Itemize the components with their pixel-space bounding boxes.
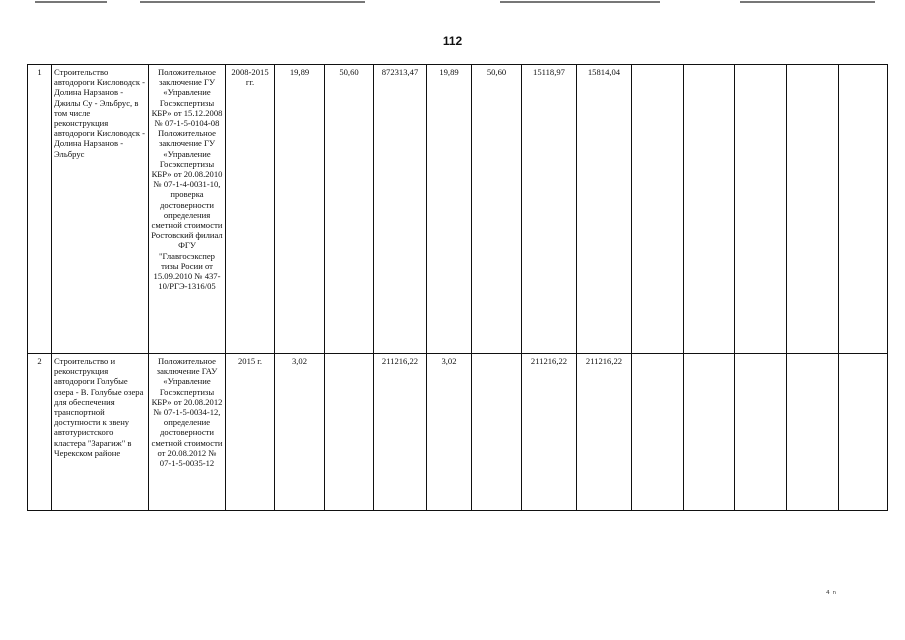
value-cell: 19,89: [427, 65, 472, 354]
empty-cell: [684, 65, 735, 354]
value-cell: 19,89: [275, 65, 325, 354]
projects-table: [27, 64, 888, 511]
empty-cell: [787, 354, 839, 511]
scan-top-edge-line: [740, 1, 875, 3]
value-cell: [325, 354, 374, 511]
scan-top-edge-line: [500, 1, 660, 3]
value-cell: 50,60: [472, 65, 522, 354]
scan-top-edge-line: [140, 1, 365, 3]
implementation-period: 2008-2015 гг.: [226, 65, 275, 354]
implementation-period: 2015 г.: [226, 354, 275, 511]
table-row: [28, 354, 888, 511]
value-cell: 15118,97: [522, 65, 577, 354]
page-number: 112: [442, 34, 463, 48]
value-cell: 15814,04: [577, 65, 632, 354]
row-number: 2: [28, 354, 52, 511]
empty-cell: [632, 65, 684, 354]
value-cell: 211216,22: [374, 354, 427, 511]
empty-cell: [632, 354, 684, 511]
object-name: Строительство и реконструкция автодороги Голубые озера - В. Голубые озера для обеспечения транспортной доступности к звену автотуристского кластера "Зарагиж" в Черекском районе: [52, 354, 149, 511]
value-cell: 872313,47: [374, 65, 427, 354]
expertise-document: Положительное заключение ГУ «Управление Госэкспертизы КБР» от 15.12.2008 № 07-1-5-0104-08 Положительное заключение ГУ «Управление Госэкспертизы КБР» от 20.08.2010 № 07-1-4-0031-10, проверка достоверности определения сметной стоимости Ростовский филиал ФГУ "Главгосэкспер тизы Росии от 15.09.2010 № 437-10/РГЭ-1316/05: [149, 65, 226, 354]
value-cell: 3,02: [275, 354, 325, 511]
value-cell: 50,60: [325, 65, 374, 354]
table-row: [28, 65, 888, 354]
value-cell: 211216,22: [577, 354, 632, 511]
empty-cell: [684, 354, 735, 511]
value-cell: [472, 354, 522, 511]
expertise-document: Положительное заключение ГАУ «Управление Госэкспертизы КБР» от 20.08.2012 № 07-1-5-0034-12, определение достоверности сметной стоимости от 20.08.2012 № 07-1-5-0035-12: [149, 354, 226, 511]
scan-top-edge-line: [35, 1, 107, 3]
empty-cell: [735, 354, 787, 511]
scan-corner-marks: ⁴ ⁿ: [826, 590, 837, 600]
value-cell: 211216,22: [522, 354, 577, 511]
empty-cell: [839, 354, 888, 511]
empty-cell: [787, 65, 839, 354]
row-number: 1: [28, 65, 52, 354]
empty-cell: [839, 65, 888, 354]
value-cell: 3,02: [427, 354, 472, 511]
object-name: Строительство автодороги Кисловодск - Долина Нарзанов - Джилы Су - Эльбрус, в том числе реконструкция автодороги Кисловодск - Долина Нарзанов - Эльбрус: [52, 65, 149, 354]
empty-cell: [735, 65, 787, 354]
